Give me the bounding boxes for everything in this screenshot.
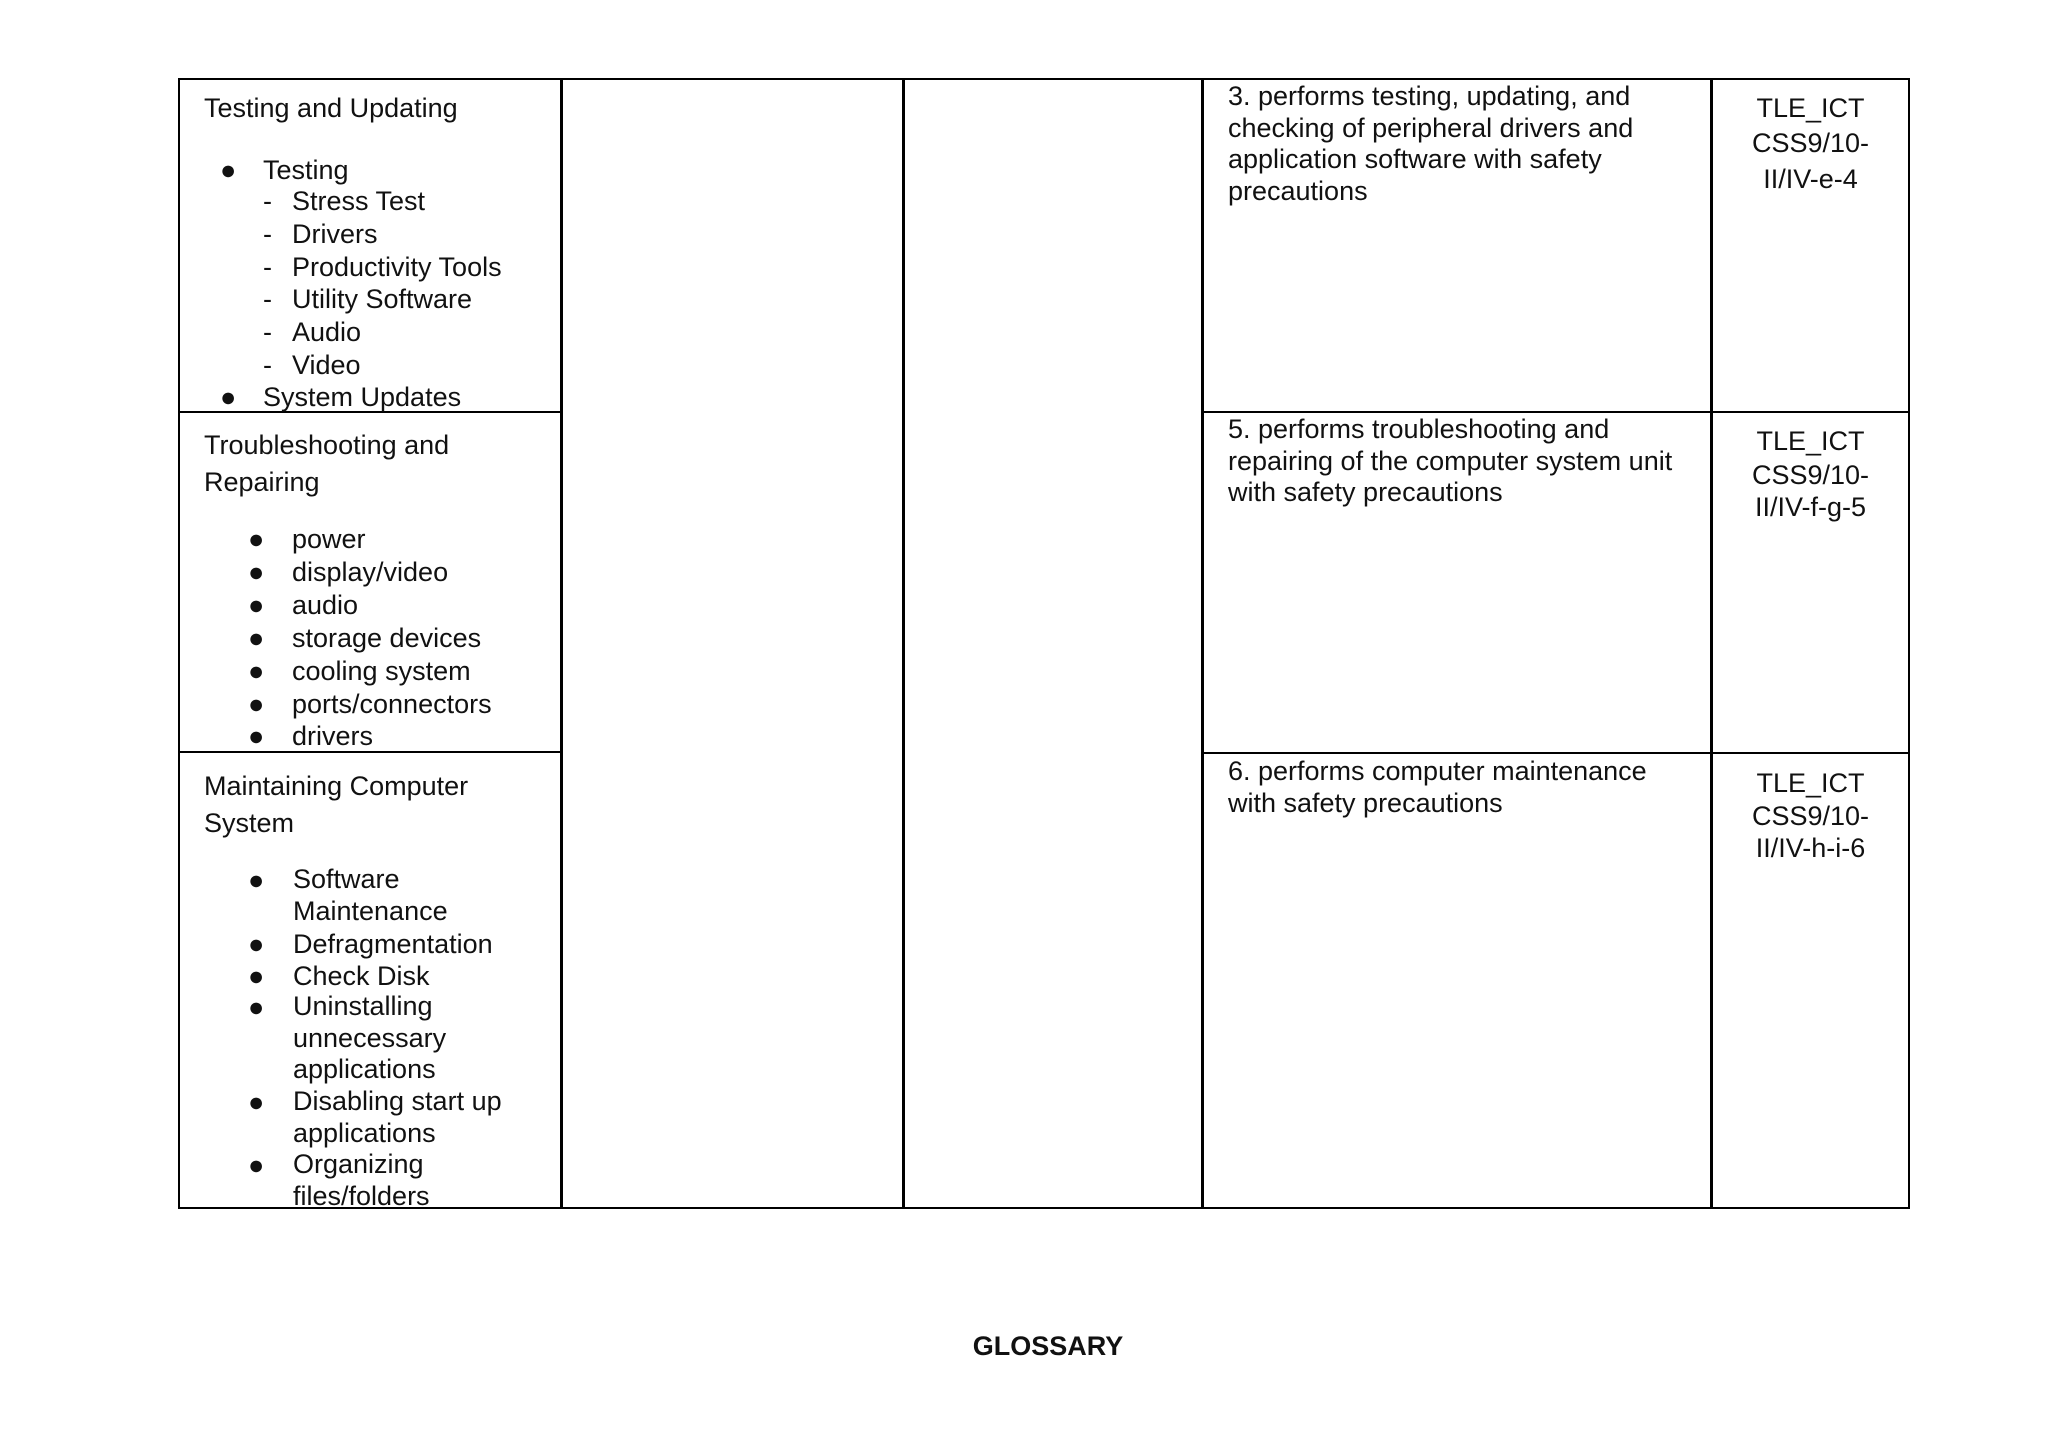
- list-item: [293, 1149, 493, 1212]
- column-divider-1: [560, 78, 563, 1209]
- list-item: Audio: [292, 317, 362, 347]
- competency-text: 3. performs testing, updating, and checking of peripheral drivers and application software with safety precautions: [1228, 81, 1634, 206]
- list-bullet: ●: [248, 865, 265, 895]
- list-item: ports/connectors: [292, 689, 492, 719]
- column-divider-2: [902, 78, 905, 1209]
- list-bullet: ●: [248, 689, 265, 719]
- code-line: II/IV-e-4: [1763, 164, 1858, 194]
- list-bullet: ●: [248, 721, 265, 751]
- list-bullet: ●: [248, 992, 265, 1022]
- topic-title: Testing and Updating: [204, 93, 458, 123]
- list-item: Video: [292, 350, 361, 380]
- list-item: Defragmentation: [293, 929, 493, 959]
- row-divider-1-col-4-5: [1201, 411, 1910, 413]
- list-bullet: ●: [248, 1150, 265, 1180]
- code-line: TLE_ICT: [1756, 93, 1865, 123]
- code-line: II/IV-h-i-6: [1755, 833, 1866, 863]
- column-divider-3: [1201, 78, 1204, 1209]
- topic-title-line: [204, 768, 524, 842]
- list-bullet: ●: [248, 1087, 265, 1117]
- list-dash: -: [263, 252, 272, 282]
- list-dash: -: [263, 350, 272, 380]
- code-line: CSS9/10-: [1751, 460, 1870, 490]
- list-bullet: ●: [248, 623, 265, 653]
- row-divider-2-col-4-5: [1201, 752, 1910, 754]
- topic-title-line: [204, 427, 524, 501]
- competency-text: 5. performs troubleshooting and repairing of the computer system unit with safety precautions: [1228, 414, 1673, 507]
- list-bullet: ●: [248, 656, 265, 686]
- list-bullet: ●: [248, 590, 265, 620]
- list-item: Stress Test: [292, 186, 426, 216]
- list-item-text: Organizing files/folders: [293, 1149, 430, 1211]
- list-item: Drivers: [292, 219, 378, 249]
- list-item: Productivity Tools: [292, 252, 502, 282]
- list-item-text: Uninstalling unnecessary applications: [293, 991, 447, 1084]
- table-border-left: [178, 78, 180, 1209]
- list-bullet: ●: [220, 382, 237, 412]
- list-dash: -: [263, 317, 272, 347]
- list-item: Utility Software: [292, 284, 473, 314]
- table-border-right: [1908, 78, 1910, 1209]
- topic-title: Troubleshooting and Repairing: [204, 430, 450, 497]
- list-item: audio: [292, 590, 359, 620]
- code-line: TLE_ICT: [1756, 426, 1865, 456]
- list-dash: -: [263, 284, 272, 314]
- list-item-text: Disabling start up applications: [293, 1086, 502, 1148]
- column-divider-4: [1710, 78, 1713, 1209]
- list-item: power: [292, 524, 366, 554]
- list-bullet: ●: [220, 155, 237, 185]
- list-item-text: Software Maintenance: [293, 864, 448, 926]
- list-item: storage devices: [292, 623, 482, 653]
- code-line: CSS9/10-: [1751, 801, 1870, 831]
- list-bullet: ●: [248, 961, 265, 991]
- list-item: [293, 991, 463, 1086]
- list-item: drivers: [292, 721, 374, 751]
- competency-text: 6. performs computer maintenance with safety precautions: [1228, 756, 1647, 818]
- table-border-top: [178, 78, 1910, 80]
- list-bullet: ●: [248, 929, 265, 959]
- list-bullet: ●: [248, 557, 265, 587]
- list-item: Check Disk: [293, 961, 430, 991]
- glossary-heading: GLOSSARY: [972, 1331, 1124, 1361]
- code-line: II/IV-f-g-5: [1754, 492, 1867, 522]
- list-dash: -: [263, 186, 272, 216]
- list-item: cooling system: [292, 656, 471, 686]
- list-item: [293, 864, 493, 927]
- list-item: [293, 1086, 533, 1149]
- list-item: Testing: [263, 155, 349, 185]
- list-item: display/video: [292, 557, 449, 587]
- topic-title: Maintaining Computer System: [204, 771, 469, 838]
- list-dash: -: [263, 219, 272, 249]
- list-bullet: ●: [248, 524, 265, 554]
- code-line: TLE_ICT: [1756, 768, 1865, 798]
- list-item: System Updates: [263, 382, 462, 412]
- code-line: CSS9/10-: [1751, 128, 1870, 158]
